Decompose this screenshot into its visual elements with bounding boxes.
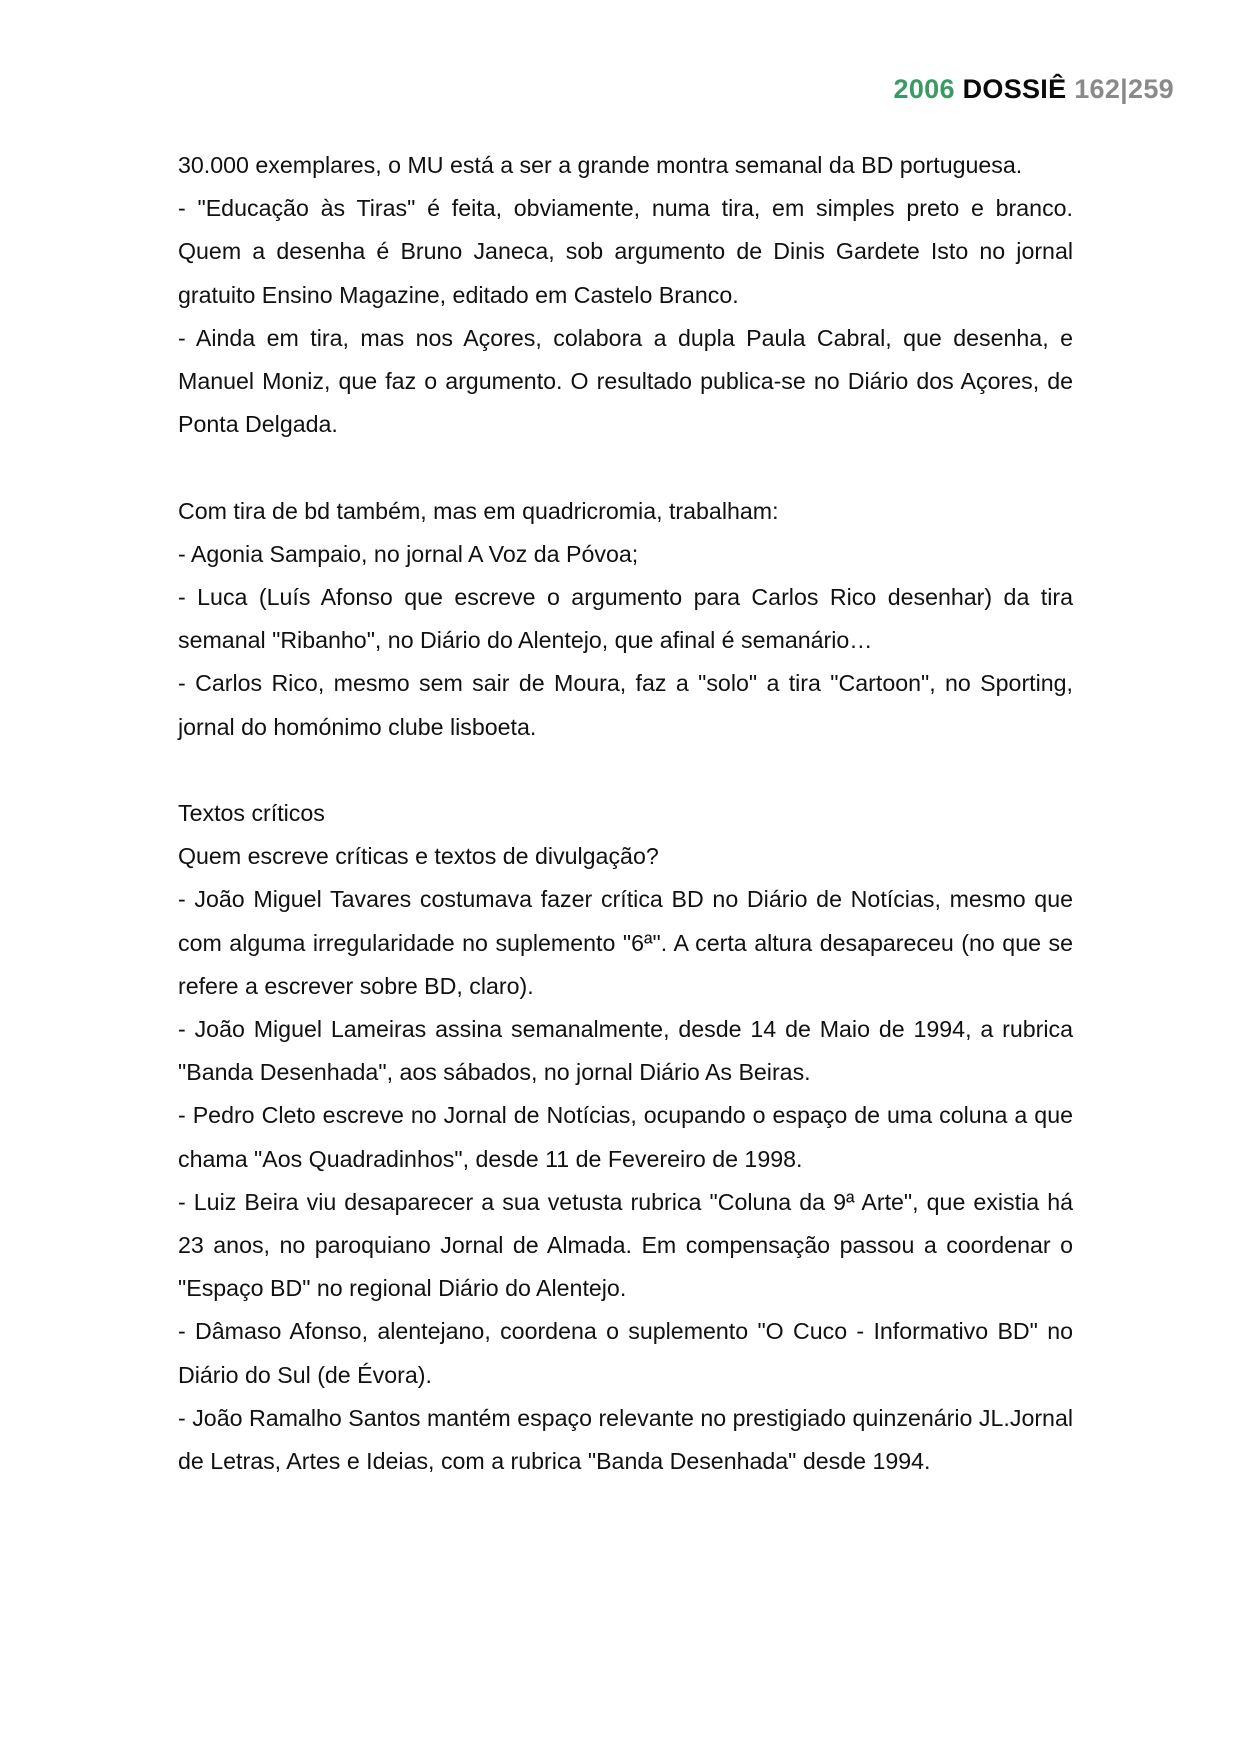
paragraph: - João Ramalho Santos mantém espaço relevante no prestigiado quinzenário JL.Jornal de Letras, Artes e Ideias, com a rubrica "Banda Desenhada" desde 1994.: [178, 1404, 1073, 1475]
running-header: [894, 74, 1174, 105]
paragraph: - João Miguel Lameiras assina semanalmente, desde 14 de Maio de 1994, a rubrica "Banda Desenhada", aos sábados, no jornal Diário As Beiras.: [178, 1016, 1073, 1086]
paragraph-gap: [178, 749, 1073, 792]
body-text: [178, 144, 1073, 1483]
header-title: DOSSIÊ: [962, 74, 1067, 104]
page-number: 162|259: [1074, 74, 1174, 104]
paragraph: Com tira de bd também, mas em quadricromia, trabalham:: [178, 497, 779, 524]
paragraph: - João Miguel Tavares costumava fazer crítica BD no Diário de Notícias, mesmo que com alguma irregularidade no suplemento "6ª". A certa altura desapareceu (no que se refere a escrever sobre BD, claro).: [178, 886, 1073, 999]
paragraph: - Dâmaso Afonso, alentejano, coordena o suplemento "O Cuco - Informativo BD" no Diário do Sul (de Évora).: [178, 1318, 1073, 1388]
paragraph-gap: [178, 446, 1073, 489]
paragraph: Quem escreve críticas e textos de divulgação?: [178, 843, 659, 870]
paragraph: - Pedro Cleto escreve no Jornal de Notícias, ocupando o espaço de uma coluna a que chama "Aos Quadradinhos", desde 11 de Fevereiro de 1998.: [178, 1102, 1073, 1172]
paragraph: - Luca (Luís Afonso que escreve o argumento para Carlos Rico desenhar) da tira semanal "Ribanho", no Diário do Alentejo, que afinal é semanário…: [178, 584, 1073, 654]
paragraph: Textos críticos: [178, 800, 325, 827]
header-year: 2006: [893, 74, 955, 104]
paragraph: - Luiz Beira viu desaparecer a sua vetusta rubrica "Coluna da 9ª Arte", que existia há 23 anos, no paroquiano Jornal de Almada. Em compensação passou a coordenar o "Espaço BD" no regional Diário do Alentejo.: [178, 1188, 1073, 1302]
paragraph: - "Educação às Tiras" é feita, obviamente, numa tira, em simples preto e branco. Quem a desenha é Bruno Janeca, sob argumento de Dinis Gardete Isto no jornal gratuito Ensino Magazine, editado em Castelo Branco.: [178, 195, 1073, 308]
paragraph: - Ainda em tira, mas nos Açores, colabora a dupla Paula Cabral, que desenha, e Manuel Moniz, que faz o argumento. O resultado publica-se no Diário dos Açores, de Ponta Delgada.: [178, 324, 1073, 438]
paragraph: - Agonia Sampaio, no jornal A Voz da Póvoa;: [178, 540, 639, 567]
paragraph: 30.000 exemplares, o MU está a ser a grande montra semanal da BD portuguesa.: [178, 152, 1023, 178]
paragraph: - Carlos Rico, mesmo sem sair de Moura, faz a "solo" a tira "Cartoon", no Sporting, jornal do homónimo clube lisboeta.: [178, 670, 1073, 740]
